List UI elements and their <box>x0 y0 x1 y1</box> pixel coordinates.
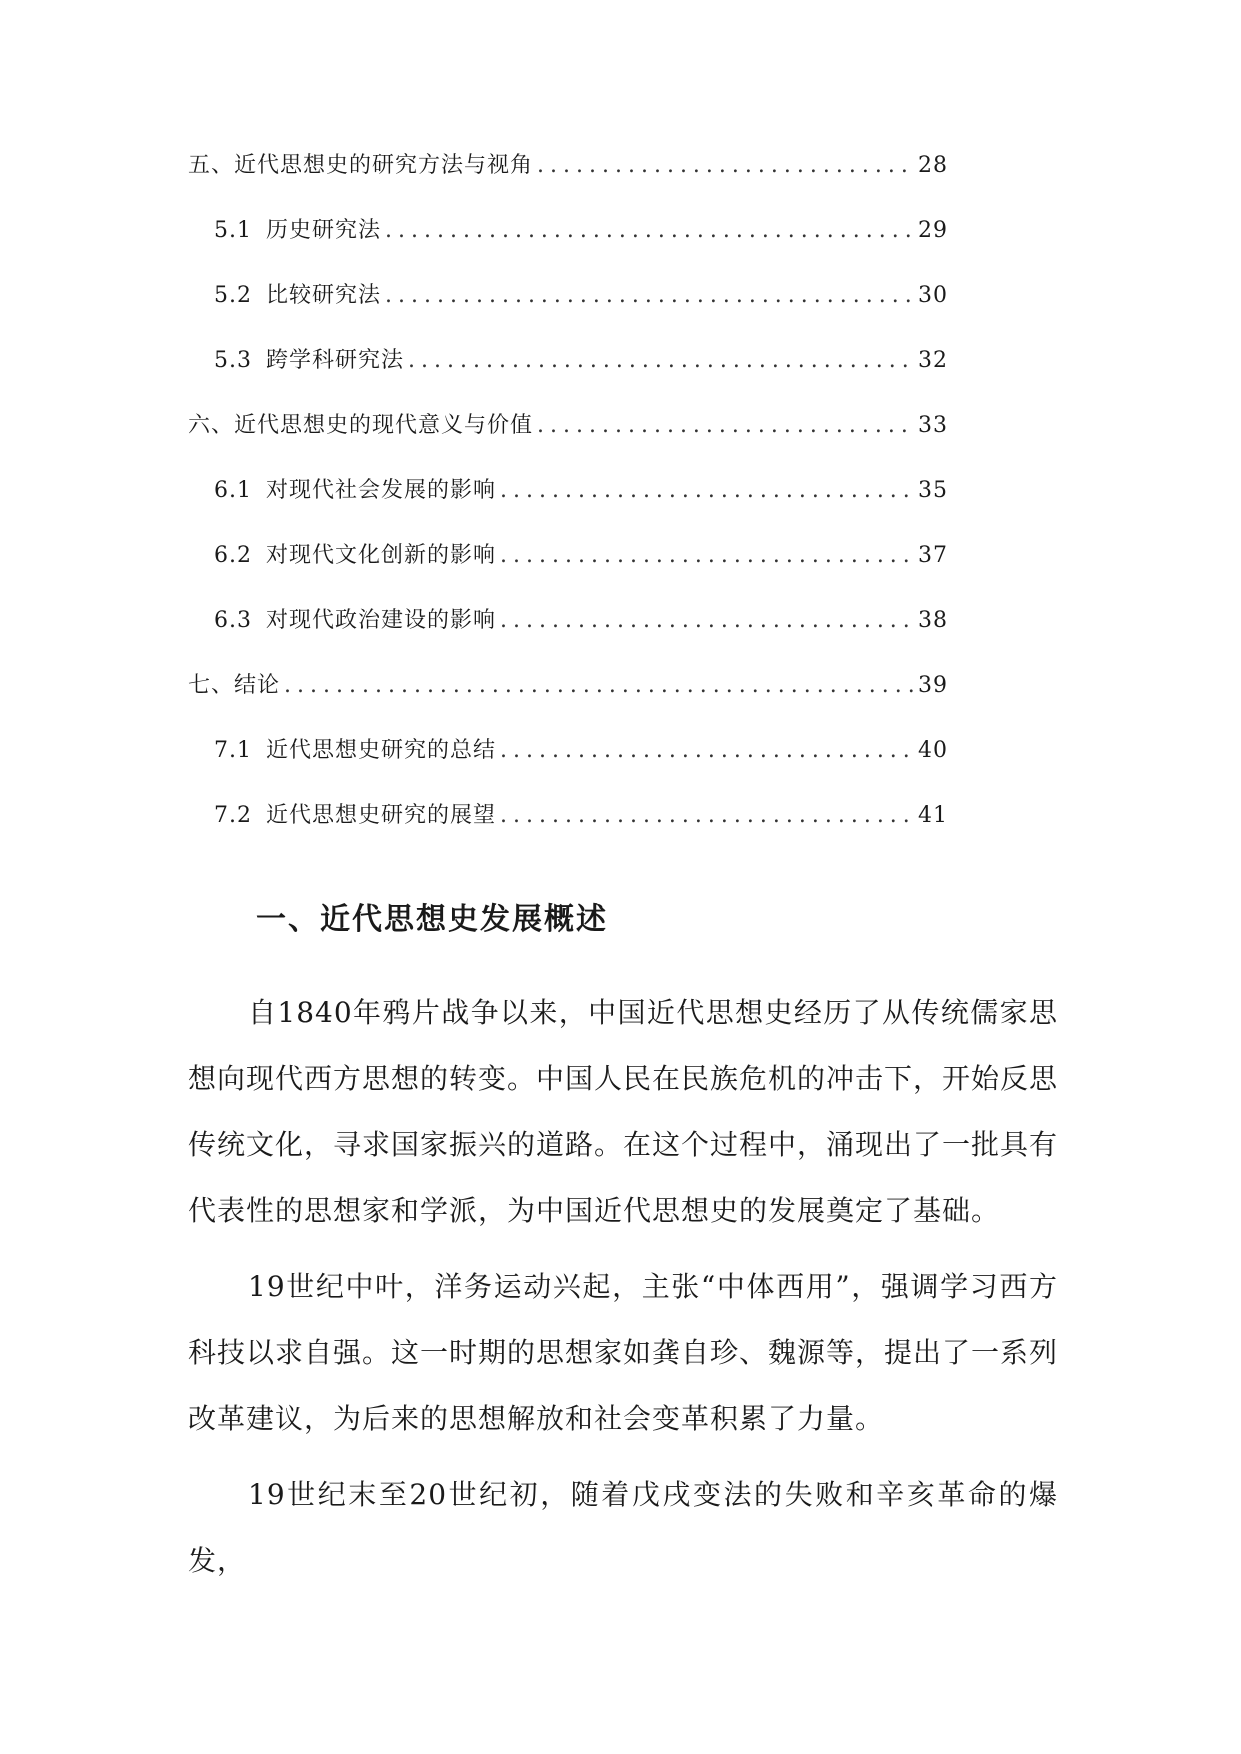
toc-entry-title: 近代思想史研究的展望 <box>266 803 497 828</box>
toc-dot-leader <box>408 348 914 373</box>
toc-entry[interactable] <box>188 798 948 863</box>
toc-entry[interactable] <box>188 473 948 538</box>
toc-entry-page: 32 <box>918 348 948 373</box>
toc-entry[interactable] <box>188 538 948 603</box>
toc-entry[interactable] <box>188 213 948 278</box>
toc-dot-leader <box>385 218 914 243</box>
toc-entry-number: 5.2 <box>214 283 252 308</box>
toc-entry-title: 历史研究法 <box>266 218 382 243</box>
toc-entry-page: 33 <box>918 413 948 438</box>
toc-entry-number: 5.3 <box>214 348 252 373</box>
toc-entry-number: 7.1 <box>214 738 252 763</box>
body-paragraph: 19世纪末至20世纪初，随着戊戌变法的失败和辛亥革命的爆发， <box>188 1478 1058 1577</box>
toc-entry[interactable] <box>188 408 948 473</box>
toc-entry[interactable] <box>188 148 948 213</box>
section-heading: 一、近代思想史发展概述 <box>256 902 608 937</box>
toc-entry-page: 40 <box>918 738 948 763</box>
toc-dot-leader <box>284 673 914 698</box>
toc-entry-title: 近代思想史研究的总结 <box>266 738 497 763</box>
body-paragraph: 19世纪中叶，洋务运动兴起，主张“中体西用”，强调学习西方科技以求自强。这一时期的思想家如龚自珍、魏源等，提出了一系列改革建议，为后来的思想解放和社会变革积累了力量。 <box>188 1270 1059 1435</box>
toc-dot-leader <box>537 153 914 178</box>
toc-dot-leader <box>500 478 914 503</box>
toc-entry[interactable] <box>188 278 948 343</box>
toc-entry-number: 6.2 <box>214 543 252 568</box>
toc-entry-title: 对现代社会发展的影响 <box>266 478 497 503</box>
toc-dot-leader <box>500 738 914 763</box>
toc-dot-leader <box>500 543 914 568</box>
table-of-contents <box>188 148 948 863</box>
toc-entry-page: 41 <box>918 803 948 828</box>
toc-entry-number: 7.2 <box>214 803 252 828</box>
toc-entry-page: 28 <box>918 153 948 178</box>
toc-entry-page: 29 <box>918 218 948 243</box>
toc-dot-leader <box>537 413 914 438</box>
toc-dot-leader <box>500 803 914 828</box>
body-paragraph: 自1840年鸦片战争以来，中国近代思想史经历了从传统儒家思想向现代西方思想的转变。中国人民在民族危机的冲击下，开始反思传统文化，寻求国家振兴的道路。在这个过程中，涌现出了一批具有代表性的思想家和学派，为中国近代思想史的发展奠定了基础。 <box>188 996 1059 1227</box>
toc-entry-page: 38 <box>918 608 948 633</box>
toc-entry-page: 39 <box>918 673 948 698</box>
toc-entry-title: 五、近代思想史的研究方法与视角 <box>188 153 534 178</box>
toc-entry-number: 6.1 <box>214 478 252 503</box>
toc-entry-number: 6.3 <box>214 608 252 633</box>
toc-entry[interactable] <box>188 733 948 798</box>
toc-entry-page: 35 <box>918 478 948 503</box>
toc-entry-title: 跨学科研究法 <box>266 348 405 373</box>
toc-entry-title: 比较研究法 <box>266 283 382 308</box>
toc-entry[interactable] <box>188 603 948 668</box>
toc-entry-page: 37 <box>918 543 948 568</box>
toc-entry[interactable] <box>188 668 948 733</box>
toc-entry-title: 对现代文化创新的影响 <box>266 543 497 568</box>
toc-entry-title: 六、近代思想史的现代意义与价值 <box>188 413 534 438</box>
toc-entry[interactable] <box>188 343 948 408</box>
toc-entry-title: 对现代政治建设的影响 <box>266 608 497 633</box>
toc-dot-leader <box>385 283 914 308</box>
toc-entry-number: 5.1 <box>214 218 252 243</box>
toc-entry-title: 七、结论 <box>188 673 281 698</box>
toc-entry-page: 30 <box>918 283 948 308</box>
section-body <box>188 980 1058 1604</box>
toc-dot-leader <box>500 608 914 633</box>
